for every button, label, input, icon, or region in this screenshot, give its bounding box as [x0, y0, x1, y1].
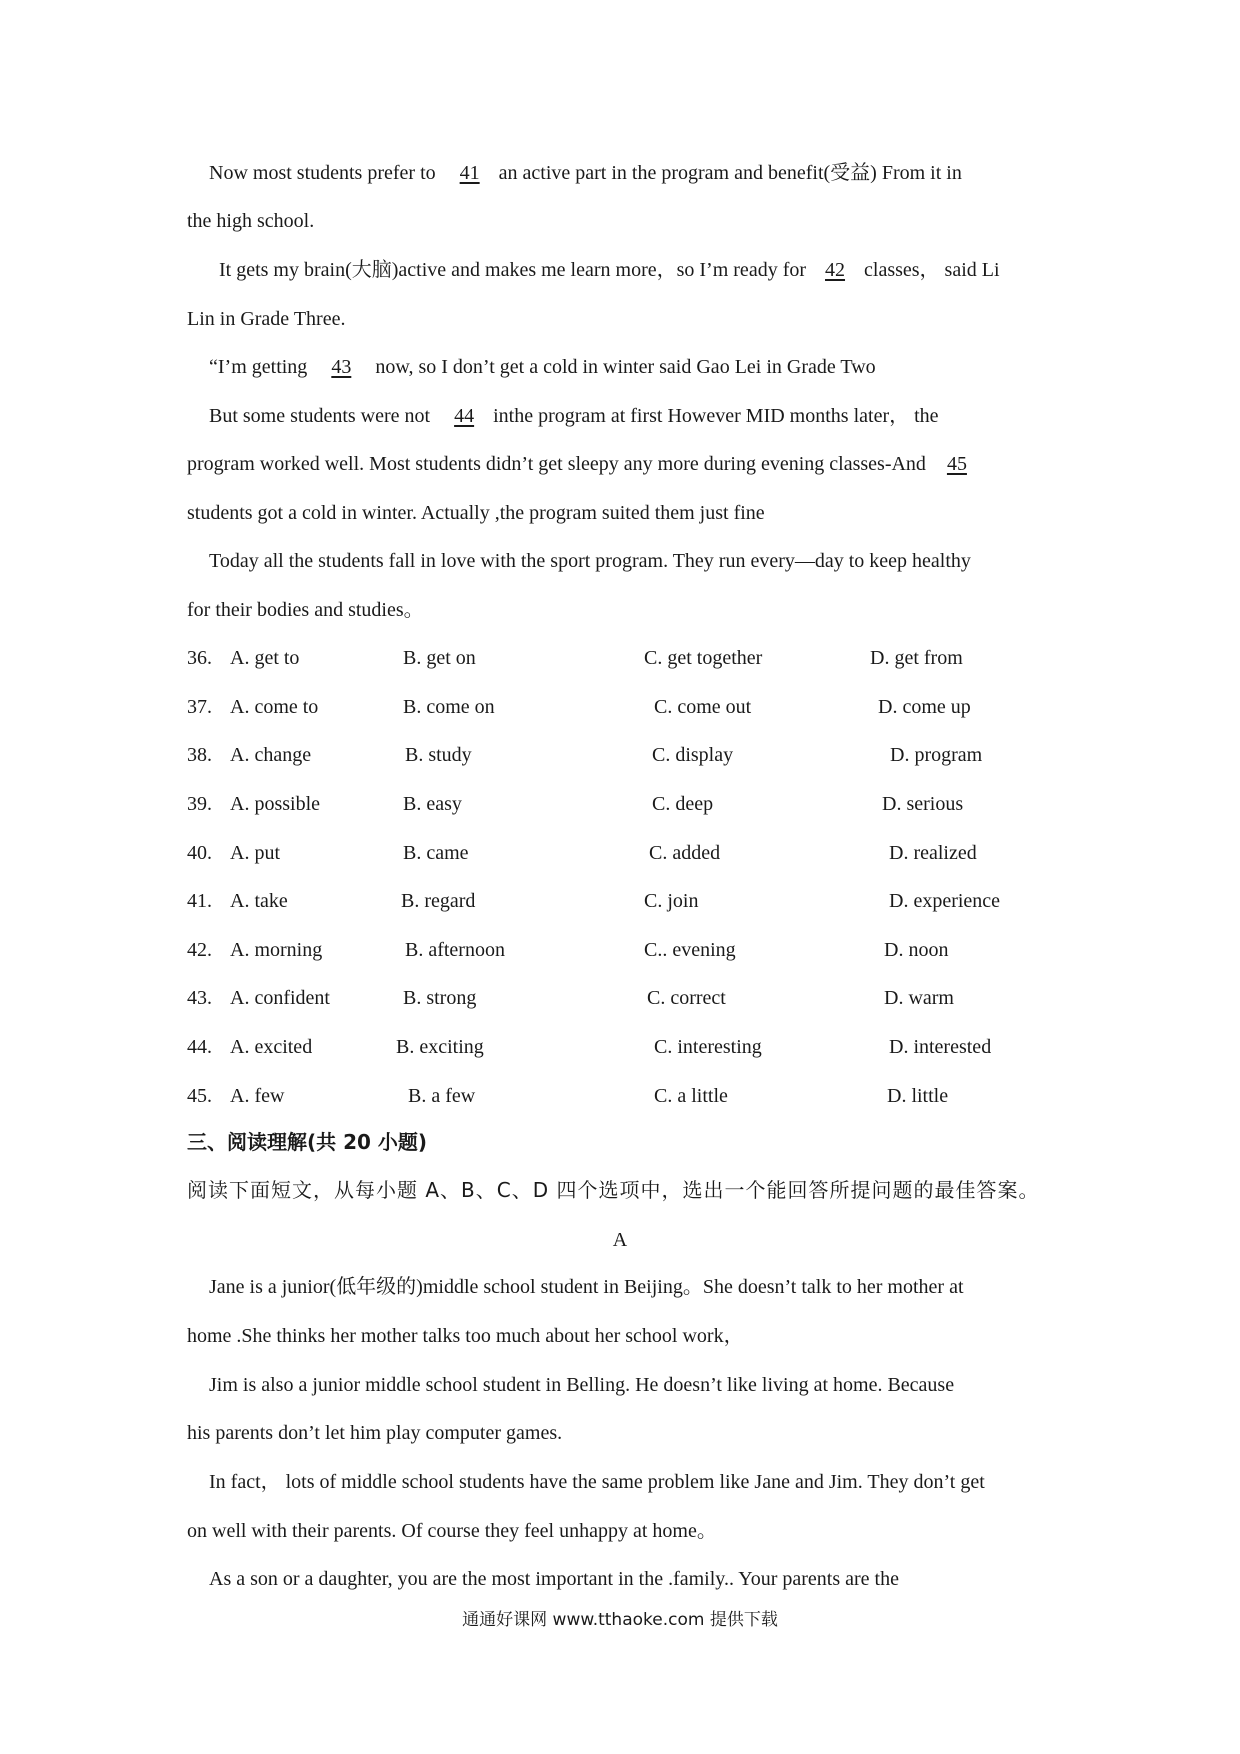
- passage-line-44: [209, 406, 939, 426]
- question-number: 43.: [187, 987, 212, 1009]
- reading-line: Jane is a junior(低年级的)middle school student in Beijing。She doesn’t talk to her mother at: [209, 1276, 964, 1298]
- question-number: 37.: [187, 696, 212, 718]
- question-row: [0, 648, 1240, 674]
- text: But some students were not: [209, 405, 436, 427]
- blank-43: 43: [331, 356, 352, 378]
- option-a: A. excited: [230, 1036, 313, 1058]
- question-row: [0, 891, 1240, 917]
- blank-42: 42: [825, 259, 846, 281]
- option-d: D. program: [890, 744, 983, 766]
- option-a: A. few: [230, 1085, 285, 1107]
- text: inthe program at first However MID months later， the: [493, 405, 939, 427]
- passage-line-42: [219, 260, 1000, 280]
- passage-line-45: [187, 454, 988, 474]
- question-number: 44.: [187, 1036, 212, 1058]
- passage-label: A: [612, 1229, 628, 1251]
- option-b: B. get on: [403, 647, 476, 669]
- reading-line: In fact， lots of middle school students have the same problem like Jane and Jim. They don’t get: [209, 1471, 985, 1493]
- option-c: C. come out: [654, 696, 752, 718]
- option-b: B. exciting: [396, 1036, 484, 1058]
- option-c: C. get together: [644, 647, 763, 669]
- question-number: 41.: [187, 890, 212, 912]
- passage-line: Today all the students fall in love with the sport program. They run every—day to keep healthy: [209, 550, 971, 572]
- option-d: D. warm: [884, 987, 954, 1009]
- option-b: B. came: [403, 842, 469, 864]
- option-c: C. a little: [654, 1085, 728, 1107]
- reading-line: home .She thinks her mother talks too much about her school work，: [187, 1325, 744, 1347]
- text: It gets my brain(大脑)active and makes me learn more，so I’m ready for: [219, 259, 807, 281]
- section-instruction: 阅读下面短文，从每小题 A、B、C、D 四个选项中，选出一个能回答所提问题的最佳答案。: [187, 1178, 1040, 1202]
- blank-45: 45: [946, 453, 967, 475]
- blank-41: 41: [459, 162, 480, 184]
- passage-line-41: [209, 163, 962, 183]
- option-b: B. a few: [408, 1085, 476, 1107]
- option-b: B. easy: [403, 793, 462, 815]
- option-c: C. join: [644, 890, 699, 912]
- option-b: B. come on: [403, 696, 495, 718]
- passage-line: students got a cold in winter. Actually ,the program suited them just fine: [187, 502, 765, 524]
- question-number: 42.: [187, 939, 212, 961]
- question-row: [0, 794, 1240, 820]
- option-c: C. display: [652, 744, 734, 766]
- question-row: [0, 1086, 1240, 1112]
- option-a: A. morning: [230, 939, 323, 961]
- text: Now most students prefer to: [209, 162, 441, 184]
- option-c: C. correct: [647, 987, 726, 1009]
- option-a: A. put: [230, 842, 280, 864]
- text: now, so I don’t get a cold in winter said Gao Lei in Grade Two: [370, 356, 876, 378]
- option-a: A. possible: [230, 793, 320, 815]
- reading-line: Jim is also a junior middle school student in Belling. He doesn’t like living at home. Because: [209, 1374, 955, 1396]
- reading-line: on well with their parents. Of course they feel unhappy at home。: [187, 1520, 717, 1542]
- option-d: D. noon: [884, 939, 949, 961]
- option-d: D. serious: [882, 793, 964, 815]
- question-row: [0, 697, 1240, 723]
- passage-line: Lin in Grade Three.: [187, 308, 346, 330]
- passage-line: for their bodies and studies。: [187, 599, 424, 621]
- section-heading: 三、阅读理解(共 20 小题): [187, 1130, 428, 1154]
- passage-line-43: [209, 357, 876, 377]
- reading-line: As a son or a daughter, you are the most important in the .family.. Your parents are the: [209, 1568, 899, 1590]
- question-row: [0, 940, 1240, 966]
- option-a: A. confident: [230, 987, 330, 1009]
- option-b: B. afternoon: [405, 939, 505, 961]
- reading-line: his parents don’t let him play computer games.: [187, 1422, 563, 1444]
- option-b: B. study: [405, 744, 472, 766]
- option-b: B. strong: [403, 987, 477, 1009]
- option-d: D. realized: [889, 842, 977, 864]
- question-number: 45.: [187, 1085, 212, 1107]
- blank-44: 44: [454, 405, 475, 427]
- option-d: D. experience: [889, 890, 1001, 912]
- option-a: A. change: [230, 744, 312, 766]
- option-a: A. come to: [230, 696, 319, 718]
- question-number: 40.: [187, 842, 212, 864]
- option-a: A. take: [230, 890, 288, 912]
- passage-line: the high school.: [187, 210, 315, 232]
- option-c: C. deep: [652, 793, 714, 815]
- text: “I’m getting: [209, 356, 313, 378]
- text: program worked well. Most students didn’t get sleepy any more during evening classes-And: [187, 453, 926, 475]
- question-row: [0, 745, 1240, 771]
- question-row: [0, 1037, 1240, 1063]
- page-footer: 通通好课网 www.tthaoke.com 提供下载: [462, 1610, 778, 1630]
- option-c: C. interesting: [654, 1036, 762, 1058]
- option-c: C.. evening: [644, 939, 736, 961]
- option-a: A. get to: [230, 647, 300, 669]
- question-row: [0, 843, 1240, 869]
- option-b: B. regard: [401, 890, 476, 912]
- question-number: 39.: [187, 793, 212, 815]
- text: classes， said Li: [864, 259, 1000, 281]
- option-d: D. little: [887, 1085, 949, 1107]
- option-c: C. added: [649, 842, 721, 864]
- question-number: 36.: [187, 647, 212, 669]
- option-d: D. come up: [878, 696, 971, 718]
- option-d: D. interested: [889, 1036, 992, 1058]
- question-number: 38.: [187, 744, 212, 766]
- question-row: [0, 988, 1240, 1014]
- option-d: D. get from: [870, 647, 963, 669]
- text: an active part in the program and benefit(受益) From it in: [498, 162, 962, 184]
